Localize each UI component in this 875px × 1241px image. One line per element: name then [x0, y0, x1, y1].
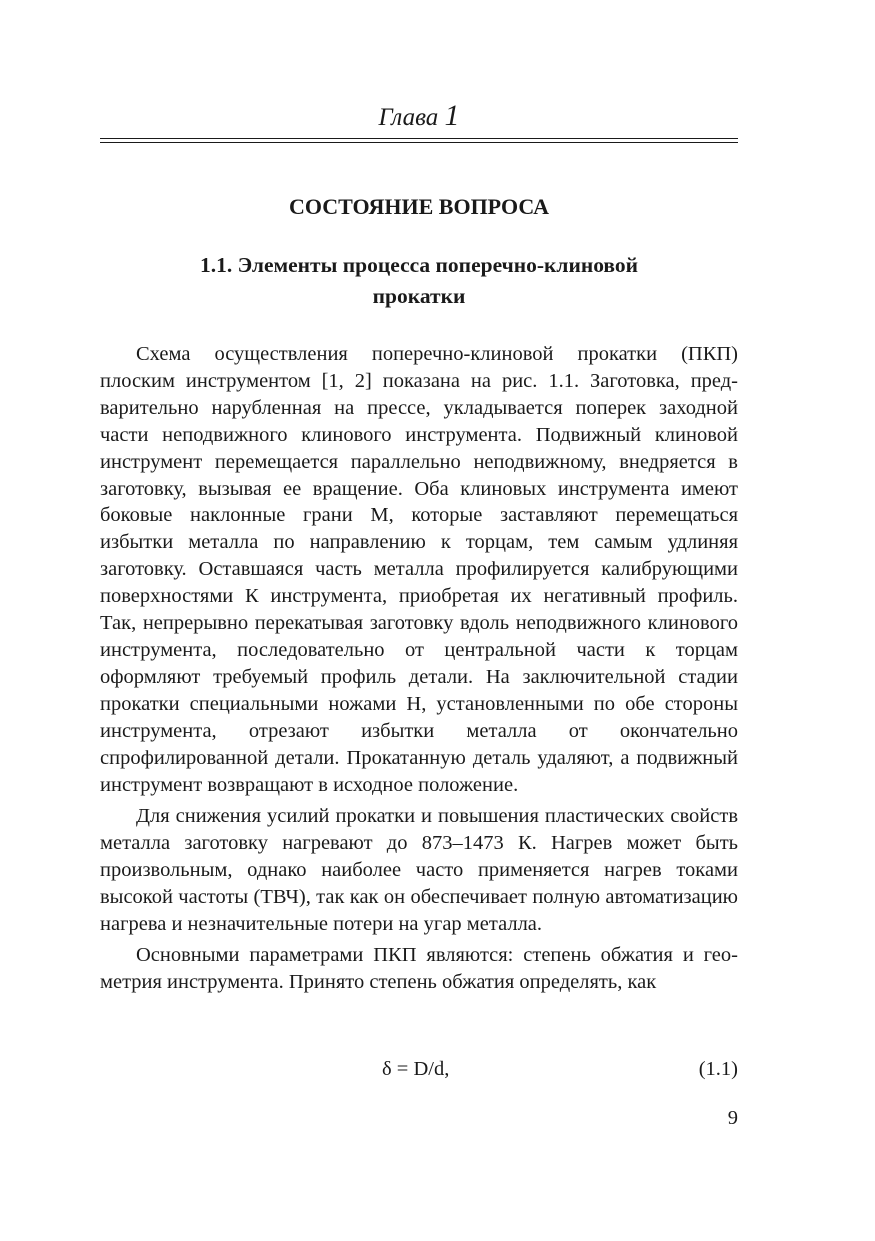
chapter-number: 1: [444, 99, 460, 132]
formula-number: (1.1): [698, 1058, 738, 1080]
section-title-line-2: прокатки: [372, 284, 466, 308]
paragraph-1: Схема осуществления поперечно-клиновой прокатки (ПКП) плоским инструментом [1, 2] показана на рис. 1.1. Заготовка, предварительно нарубленная на прессе, укладывается поперек заходной части неподвижного клинового инструмента. Подвижный клиновой инструмент перемещается параллельно неподвижному, внедряется в заготовку, вызывая ее вращение. Оба клиновых инструмента имеют боковые наклонные грани М, которые заставляют перемещаться избытки металла по направлению к торцам, тем самым удлиняя заготовку. Оставшаяся часть металла профилируется калибрующими поверхностями К инструмента, приобретая их негативный профиль. Так, непрерывно перекатывая заготовку вдоль неподвижного клинового инструмента, последовательно от центральной части к торцам оформляют требуемый профиль детали. На заключительной стадии прокатки специальными ножами Н, установленными по обе стороны инструмента, отрезают избытки металла от окончательно спрофилированной детали. Прокатанную деталь удаляют, а подвижный инструмент возвращают в исходное положение.: [100, 343, 738, 796]
body-text: [100, 341, 738, 1000]
page-number: 9: [727, 1107, 738, 1129]
section-title: [140, 250, 698, 312]
chapter-rule-top: [100, 138, 738, 139]
section-title-line-1: 1.1. Элементы процесса поперечно-клиновой: [199, 253, 639, 277]
chapter-title: СОСТОЯНИЕ ВОПРОСА: [288, 194, 550, 219]
chapter-rule-bottom: [100, 142, 738, 143]
chapter-header: [100, 96, 738, 138]
chapter-word: Глава: [378, 104, 439, 131]
formula-expression: δ = D/d,: [382, 1058, 450, 1080]
book-page: [100, 0, 738, 1241]
paragraph-2: Для снижения усилий прокатки и повышения пластических свойств металла заготовку нагревают до 873–1473 К. Нагрев может быть произвольным, однако наиболее часто применяется нагрев токами высокой частоты (ТВЧ), так как он обеспечивает полную автоматизацию нагрева и незначительные потери на угар металла.: [100, 804, 738, 935]
paragraph-3: Основными параметрами ПКП являются: степень обжатия и геометрия инструмента. Принято степень обжатия определять, как: [100, 943, 738, 993]
